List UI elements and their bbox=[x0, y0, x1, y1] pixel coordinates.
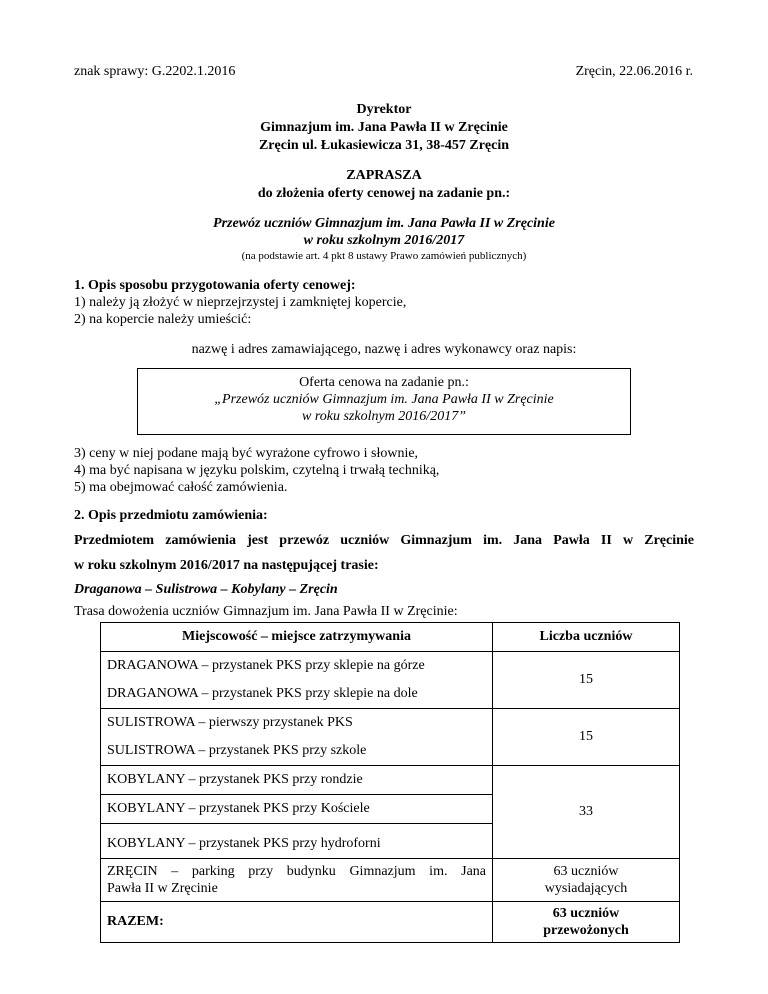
issuer-title: Dyrektor bbox=[356, 102, 412, 117]
stop-cell bbox=[101, 709, 493, 766]
stop-draganowa-lower: DRAGANOWA – przystanek PKS przy sklepie na dole bbox=[107, 686, 418, 701]
stop-kobylany-church: KOBYLANY – przystanek PKS przy Kościele bbox=[101, 795, 492, 824]
table-row bbox=[101, 859, 680, 902]
section1-item5: 5) ma obejmować całość zamówienia. bbox=[74, 480, 288, 495]
subject-paragraph-line1: Przedmiotem zamówienia jest przewóz uczniów Gimnazjum im. Jana Pawła II w Zręcinie bbox=[74, 533, 694, 548]
header-count: Liczba uczniów bbox=[493, 623, 680, 652]
envelope-label-line1: Oferta cenowa na zadanie pn.: bbox=[299, 375, 469, 390]
count-zrecin bbox=[493, 859, 680, 902]
section2-heading: 2. Opis przedmiotu zamówienia: bbox=[74, 508, 268, 523]
invitation-title: ZAPRASZA bbox=[346, 168, 422, 183]
issuer-address: Zręcin ul. Łukasiewicza 31, 38-457 Zręcin bbox=[258, 138, 510, 153]
table-row bbox=[101, 766, 680, 859]
count-sulistrowa: 15 bbox=[493, 709, 680, 766]
section1-item4: 4) ma być napisana w języku polskim, czytelną i trwałą techniką, bbox=[74, 463, 440, 478]
count-draganowa: 15 bbox=[493, 652, 680, 709]
stop-draganowa-upper: DRAGANOWA – przystanek PKS przy sklepie na górze bbox=[107, 658, 425, 673]
count-zrecin-line1: 63 uczniów bbox=[553, 864, 619, 879]
stop-sulistrowa-first: SULISTROWA – pierwszy przystanek PKS bbox=[107, 715, 353, 730]
stop-cell bbox=[101, 652, 493, 709]
total-count bbox=[493, 902, 680, 943]
task-name-line2: w roku szkolnym 2016/2017 bbox=[303, 233, 465, 248]
envelope-intro: nazwę i adres zamawiającego, nazwę i adres wykonawcy oraz napis: bbox=[191, 342, 577, 357]
count-kobylany: 33 bbox=[493, 766, 680, 859]
task-name-line1: Przewóz uczniów Gimnazjum im. Jana Pawła II w Zręcinie bbox=[213, 216, 555, 231]
count-zrecin-line2: wysiadających bbox=[544, 881, 628, 896]
table-total-row bbox=[101, 902, 680, 943]
route-name: Draganowa – Sulistrowa – Kobylany – Zręcin bbox=[74, 582, 338, 597]
table-row bbox=[101, 709, 680, 766]
section1-item1: 1) należy ją złożyć w nieprzejrzystej i zamkniętej kopercie, bbox=[74, 295, 407, 310]
stop-sulistrowa-school: SULISTROWA – przystanek PKS przy szkole bbox=[107, 743, 367, 758]
section1-heading: 1. Opis sposobu przygotowania oferty cenowej: bbox=[74, 278, 356, 293]
envelope-label-box bbox=[137, 368, 631, 435]
stop-cell bbox=[101, 859, 493, 902]
envelope-label-line3: w roku szkolnym 2016/2017” bbox=[302, 409, 466, 424]
table-caption: Trasa dowożenia uczniów Gimnazjum im. Jana Pawła II w Zręcinie: bbox=[74, 604, 458, 619]
table-header-row bbox=[101, 623, 680, 652]
table-row bbox=[101, 652, 680, 709]
stop-kobylany-hydrophore: KOBYLANY – przystanek PKS przy hydroforni bbox=[107, 836, 381, 851]
stop-zrecin-line1: ZRĘCIN – parking przy budynku Gimnazjum im. Jana bbox=[107, 864, 486, 879]
legal-basis: (na podstawie art. 4 pkt 8 ustawy Prawo zamówień publicznych) bbox=[241, 250, 527, 262]
route-table bbox=[100, 622, 680, 943]
total-label: RAZEM: bbox=[101, 902, 493, 943]
header-stop: Miejscowość – miejsce zatrzymywania bbox=[101, 623, 493, 652]
case-number: znak sprawy: G.2202.1.2016 bbox=[74, 64, 236, 79]
total-count-line2: przewożonych bbox=[543, 923, 629, 938]
stop-cell bbox=[101, 766, 493, 859]
stop-zrecin-line2: Pawła II w Zręcinie bbox=[107, 881, 218, 896]
issuer-school: Gimnazjum im. Jana Pawła II w Zręcinie bbox=[260, 120, 508, 135]
subject-paragraph-line2: w roku szkolnym 2016/2017 na następującej trasie: bbox=[74, 558, 379, 573]
section1-item2: 2) na kopercie należy umieścić: bbox=[74, 312, 252, 327]
section1-item3: 3) ceny w niej podane mają być wyrażone cyfrowo i słownie, bbox=[74, 446, 419, 461]
stop-kobylany-roundabout: KOBYLANY – przystanek PKS przy rondzie bbox=[101, 766, 492, 795]
envelope-label-line2: „Przewóz uczniów Gimnazjum im. Jana Pawła II w Zręcinie bbox=[214, 392, 554, 407]
total-count-line1: 63 uczniów bbox=[552, 906, 620, 921]
place-date: Zręcin, 22.06.2016 r. bbox=[575, 64, 693, 79]
invitation-subtitle: do złożenia oferty cenowej na zadanie pn.: bbox=[257, 186, 511, 201]
